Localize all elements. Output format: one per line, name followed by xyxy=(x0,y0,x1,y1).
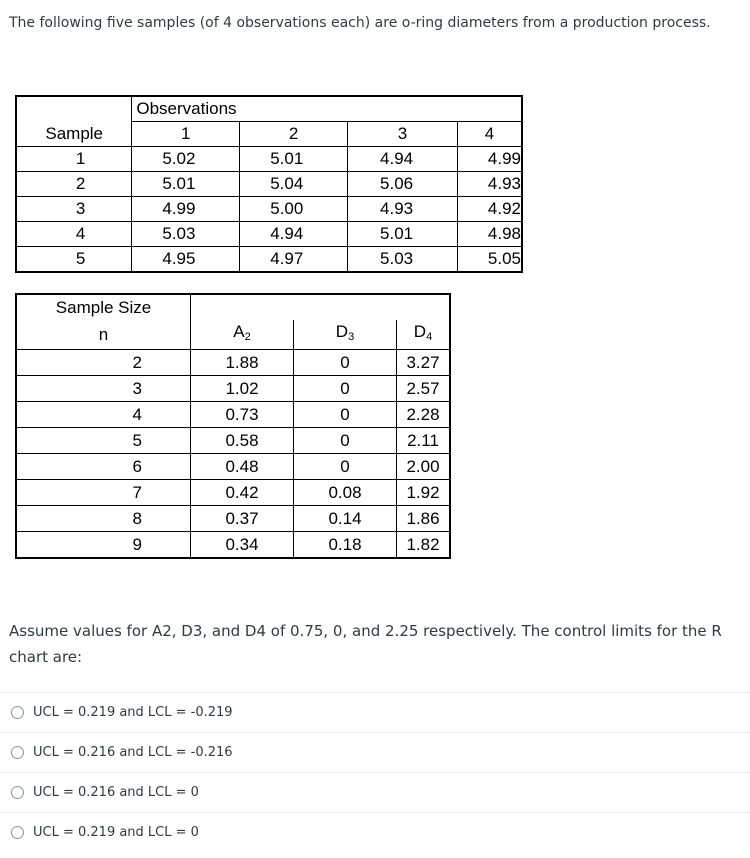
table-row xyxy=(16,480,450,506)
sample-number: 1 xyxy=(16,147,132,172)
obs-value: 5.03 xyxy=(132,222,240,247)
table-row xyxy=(16,506,450,532)
obs-value: 4.93 xyxy=(348,197,458,222)
d4-header: $D_4$ xyxy=(413,322,433,343)
obs-value: 5.01 xyxy=(348,222,458,247)
obs-col-header: 4 xyxy=(457,122,522,147)
d4-value: 1.92 xyxy=(397,480,451,506)
table-row xyxy=(16,172,522,197)
a2-value: 1.88 xyxy=(191,350,294,376)
a2-value: 0.48 xyxy=(191,454,294,480)
a2-value: 0.34 xyxy=(191,532,294,559)
obs-value: 4.99 xyxy=(457,147,522,172)
a2-header: $A_2$ xyxy=(191,320,294,350)
sample-number: 2 xyxy=(16,172,132,197)
table-row xyxy=(16,454,450,480)
d4-value: 2.00 xyxy=(397,454,451,480)
answer-option[interactable] xyxy=(0,772,750,812)
obs-value: 4.99 xyxy=(132,197,240,222)
obs-value: 5.00 xyxy=(240,197,348,222)
n-value: 7 xyxy=(16,480,191,506)
d4-value: 1.86 xyxy=(397,506,451,532)
obs-col-header: 3 xyxy=(348,122,458,147)
d4-value: 1.82 xyxy=(397,532,451,559)
n-value: 4 xyxy=(16,402,191,428)
a2-value: 1.02 xyxy=(191,376,294,402)
sample-number: 5 xyxy=(16,247,132,273)
n-value: 5 xyxy=(16,428,191,454)
d3-value: 0 xyxy=(294,454,397,480)
observations-table xyxy=(15,95,523,273)
table-row xyxy=(16,428,450,454)
d3-header: $D_3$ xyxy=(294,320,397,350)
d3-value: 0.18 xyxy=(294,532,397,559)
radio-button[interactable] xyxy=(11,786,24,799)
obs-value: 5.04 xyxy=(240,172,348,197)
d3-value: 0 xyxy=(294,376,397,402)
radio-button[interactable] xyxy=(11,706,24,719)
d4-value: 2.28 xyxy=(397,402,451,428)
a2-value: 0.42 xyxy=(191,480,294,506)
d3-value: 0 xyxy=(294,350,397,376)
obs-value: 4.94 xyxy=(348,147,458,172)
obs-value: 4.93 xyxy=(457,172,522,197)
n-value: 9 xyxy=(16,532,191,559)
sample-size-header: Sample Size xyxy=(55,298,152,317)
obs-value: 5.05 xyxy=(457,247,522,273)
d3-value: 0 xyxy=(294,428,397,454)
obs-value: 5.06 xyxy=(348,172,458,197)
table-row xyxy=(16,350,450,376)
obs-value: 5.01 xyxy=(240,147,348,172)
n-value: 8 xyxy=(16,506,191,532)
table-row xyxy=(16,197,522,222)
n-value: 2 xyxy=(16,350,191,376)
answer-options xyxy=(0,692,750,852)
obs-value: 5.01 xyxy=(132,172,240,197)
obs-col-header: 1 xyxy=(132,122,240,147)
d4-value: 3.27 xyxy=(397,350,451,376)
observations-header: Observations xyxy=(136,99,237,118)
n-value: 6 xyxy=(16,454,191,480)
d4-value: 2.11 xyxy=(397,428,451,454)
d3-value: 0 xyxy=(294,402,397,428)
obs-value: 4.94 xyxy=(240,222,348,247)
a2-value: 0.37 xyxy=(191,506,294,532)
obs-value: 4.97 xyxy=(240,247,348,273)
answer-option[interactable] xyxy=(0,812,750,852)
table-row xyxy=(16,532,450,559)
blank-cell xyxy=(191,294,451,320)
d3-value: 0.14 xyxy=(294,506,397,532)
table-row xyxy=(16,247,522,273)
table-row xyxy=(16,402,450,428)
answer-label[interactable]: UCL = 0.216 and LCL = -0.216 xyxy=(33,745,233,760)
sample-header: Sample xyxy=(16,122,132,147)
answer-option[interactable] xyxy=(0,692,750,732)
radio-button[interactable] xyxy=(11,826,24,839)
radio-button[interactable] xyxy=(11,746,24,759)
sample-number: 4 xyxy=(16,222,132,247)
obs-value: 5.02 xyxy=(132,147,240,172)
sample-number: 3 xyxy=(16,197,132,222)
answer-label[interactable]: UCL = 0.219 and LCL = -0.219 xyxy=(33,705,233,720)
obs-value: 4.92 xyxy=(457,197,522,222)
n-header: n xyxy=(16,320,191,350)
obs-value: 4.95 xyxy=(132,247,240,273)
question-text: Assume values for A2, D3, and D4 of 0.75, 0, and 2.25 respectively. The control limits for the R chart are: xyxy=(9,622,722,666)
answer-label[interactable]: UCL = 0.216 and LCL = 0 xyxy=(33,785,199,800)
table-row xyxy=(16,376,450,402)
answer-label[interactable]: UCL = 0.219 and LCL = 0 xyxy=(33,825,199,840)
control-constants-table xyxy=(15,293,451,559)
n-value: 3 xyxy=(16,376,191,402)
d3-value: 0.08 xyxy=(294,480,397,506)
obs-value: 5.03 xyxy=(348,247,458,273)
table-row xyxy=(16,147,522,172)
obs-value: 4.98 xyxy=(457,222,522,247)
d4-value: 2.57 xyxy=(397,376,451,402)
answer-option[interactable] xyxy=(0,732,750,772)
obs-col-header: 2 xyxy=(240,122,348,147)
table-row xyxy=(16,222,522,247)
a2-value: 0.73 xyxy=(191,402,294,428)
question-intro: The following five samples (of 4 observations each) are o-ring diameters from a production process. xyxy=(9,15,711,31)
a2-value: 0.58 xyxy=(191,428,294,454)
blank-cell xyxy=(16,96,132,122)
